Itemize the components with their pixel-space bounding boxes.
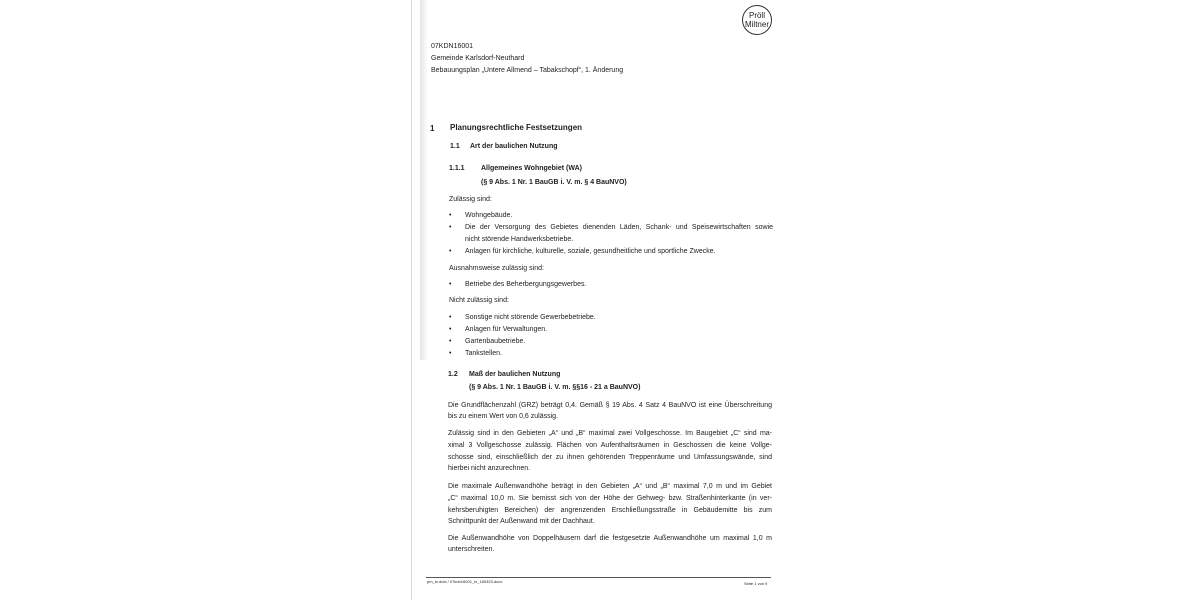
paragraph-line: hierbei nicht anzurechnen.: [448, 465, 531, 472]
list-item: Gartenbaubetriebe.: [465, 338, 526, 345]
paragraph-line: unterschreiten.: [448, 546, 495, 553]
footer-divider: [426, 577, 771, 578]
list-item: Die der Versorgung des Gebietes dienenden Läden, Schank- und Speisewirtschaften sowie: [465, 224, 773, 231]
list-item: Betriebe des Beherbergungsgewerbes.: [465, 281, 587, 288]
bullet: •: [449, 224, 452, 231]
footer-filename: pm_tx.dotx / 07kdn16001_tx_160323.docx: [427, 579, 503, 584]
allowed-label: Zulässig sind:: [449, 196, 492, 203]
logo-line-1: Pröll: [748, 11, 765, 20]
not-allowed-label: Nicht zulässig sind:: [449, 297, 509, 304]
list-item: Anlagen für kirchliche, kulturelle, soziale, gesundheitliche und sportliche Zwecke.: [465, 248, 716, 255]
bullet: •: [449, 212, 452, 219]
section-1-number: 1: [430, 124, 435, 133]
paragraph-line: Die Außenwandhöhe von Doppelhäusern darf die festgesetzte Außenwandhöhe um maximal 1,0 m: [448, 535, 772, 542]
list-item: Tankstellen.: [465, 350, 502, 357]
list-item: Wohngebäude.: [465, 212, 513, 219]
section-1-1-1-number: 1.1.1: [449, 165, 465, 172]
section-1-1-1-legal: (§ 9 Abs. 1 Nr. 1 BauGB i. V. m. § 4 BauNVO): [481, 179, 627, 186]
paragraph-line: Die maximale Außenwandhöhe beträgt in den Gebieten „A“ und „B“ maximal 7,0 m und im Gebiet: [448, 483, 772, 490]
plan-title: Bebauungsplan „Untere Allmend – Tabakschopf“, 1. Änderung: [431, 67, 624, 74]
section-1-1-1-title: Allgemeines Wohngebiet (WA): [481, 165, 582, 172]
section-1-2-number: 1.2: [448, 371, 458, 378]
paragraph-line: „C“ maximal 10,0 m. Sie bemisst sich von der Höhe der Gehweg- bzw. Straßenhinterkante (in ver-: [448, 495, 772, 502]
bullet: •: [449, 338, 452, 345]
section-1-1-title: Art der baulichen Nutzung: [470, 143, 558, 150]
document-code: 07KDN16001: [431, 43, 474, 50]
logo-line-2: Miltner: [744, 20, 769, 29]
bullet: •: [449, 350, 452, 357]
bullet: •: [449, 281, 452, 288]
paragraph-line: schosse sind, einschließlich der zu ihnen gehörenden Treppenräume und Umfassungswände, sind: [448, 454, 772, 461]
paragraph-line: Zulässig sind in den Gebieten „A“ und „B“ maximal zwei Vollgeschosse. Im Baugebiet „C“ sind ma-: [448, 430, 772, 437]
section-1-title: Planungsrechtliche Festsetzungen: [450, 123, 583, 132]
bullet: •: [449, 248, 452, 255]
exceptional-label: Ausnahmsweise zulässig sind:: [449, 265, 544, 272]
paragraph-line: kehrsberuhigten Bereichen) der angrenzenden Erschließungsstraße in Gebäudemitte bis zum: [448, 507, 772, 514]
paragraph-line: bis zu einem Wert von 0,6 zulässig.: [448, 413, 558, 420]
company-logo: [742, 5, 772, 35]
list-item: Anlagen für Verwaltungen.: [465, 326, 548, 333]
municipality: Gemeinde Karlsdorf-Neuthard: [431, 55, 525, 62]
scan-shadow: [420, 0, 428, 360]
paragraph-line: ximal 3 Vollgeschosse zulässig. Flächen von Aufenthaltsräumen in Geschossen die keine Vollge-: [448, 442, 772, 449]
section-1-2-legal: (§ 9 Abs. 1 Nr. 1 BauGB i. V. m. §§16 - 21 a BauNVO): [469, 384, 641, 391]
bullet: •: [449, 326, 452, 333]
list-item: Sonstige nicht störende Gewerbebetriebe.: [465, 314, 596, 321]
section-1-1-number: 1.1: [450, 143, 460, 150]
paragraph-line: Schnittpunkt der Außenwand mit der Dachhaut.: [448, 518, 595, 525]
bullet: •: [449, 314, 452, 321]
list-item-continuation: nicht störende Handwerksbetriebe.: [465, 236, 574, 243]
paragraph-line: Die Grundflächenzahl (GRZ) beträgt 0,4. Gemäß § 19 Abs. 4 Satz 4 BauNVO ist eine Überschreitung: [448, 402, 772, 409]
section-1-2-title: Maß der baulichen Nutzung: [469, 371, 561, 378]
footer-page-number: Seite 1 von 9: [744, 581, 768, 586]
